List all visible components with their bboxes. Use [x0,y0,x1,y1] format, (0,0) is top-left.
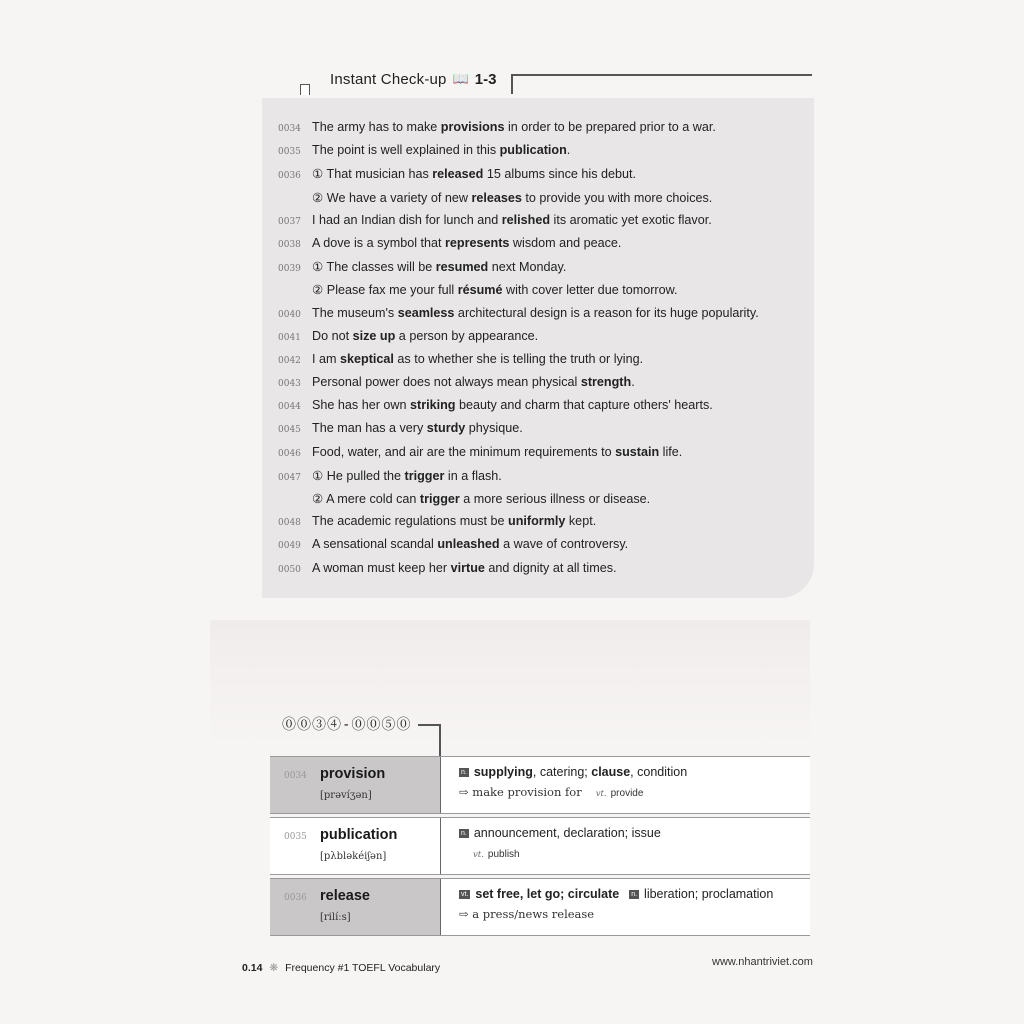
sentence-text: beauty and charm that capture others' hearts. [455,398,713,413]
sentence-text: ② We have a variety of new [312,190,472,205]
related-word: provide [610,788,644,799]
sentence-text: Personal power does not always mean physical [312,375,581,390]
vocab-definition-cell [440,757,810,813]
definition-line [459,887,810,901]
keyword: relished [501,212,551,227]
sentence-text: . [631,375,635,390]
page-number: 0.14 [242,962,263,974]
checkup-sentence-list [278,120,808,584]
sentence-text: a more serious illness or disease. [459,492,651,506]
usage-phrase: a press/news release [472,907,595,921]
entry-number: 0035 [284,832,307,842]
part-of-speech-badge: n. [461,830,467,838]
keyword: strength [580,375,632,390]
sentence-text: The museum's [312,305,398,320]
sentence-text: The army has to make [312,120,441,134]
keyword: resumed [435,260,489,275]
keyword: represents [445,235,510,250]
keyword: size up [352,328,396,343]
vocab-range-label: ⓪⓪③④-⓪⓪⑤⓪ [282,717,412,733]
checkup-row [278,166,808,189]
keyword: released [432,167,484,182]
sentence-text: its aromatic yet exotic flavor. [550,212,712,227]
vocab-headword-cell [270,818,440,874]
row-number: 0050 [278,564,301,575]
sentence-text: physique. [465,421,523,436]
checkup-number: 1-3 [474,70,497,88]
row-sentence [312,282,677,297]
headword: publication [320,827,398,843]
entry-number: 0036 [284,893,307,903]
related-usage-line [459,907,810,921]
row-sentence [312,561,617,575]
sentence-text: , catering; [532,765,592,779]
sentence-text: , condition [630,765,688,779]
sentence-text: a wave of controversy. [499,537,629,552]
checkup-row [278,120,808,143]
usage-phrase: make provision for [472,785,582,799]
row-sentence [312,166,636,181]
sentence-text: as to whether she is telling the truth or lying. [393,351,644,366]
sentence-text: A sensational scandal [312,537,438,552]
vocab-definition-cell [440,879,810,935]
related-usage-line [459,846,810,860]
sentence-text: ② Please fax me your full [312,283,458,298]
keyword: sustain [615,444,660,459]
row-number: 0046 [278,448,301,459]
page-footer [242,962,440,974]
sentence-text: life. [659,444,683,459]
sentence-text: kept. [565,514,597,529]
row-number: 0045 [278,425,301,436]
checkup-row [278,491,808,514]
checkup-row [278,514,808,537]
sentence-text: to provide you with more choices. [521,190,713,205]
row-number: 0039 [278,264,301,275]
headword: provision [320,766,386,782]
row-sentence [312,445,682,459]
keyword: provisions [440,120,505,134]
arrow-icon: ⇨ [459,785,473,799]
vocab-definition-cell [440,818,810,874]
sentence-text: ② A mere cold can [312,492,420,506]
checkup-row [278,352,808,375]
checkup-row [278,306,808,329]
verb-tag: vt. [473,850,484,860]
book-title: Frequency #1 TOEFL Vocabulary [285,962,441,974]
checkup-row [278,282,808,305]
row-sentence [312,352,643,366]
row-number: 0038 [278,239,301,250]
keyword: publication [499,143,567,158]
entry-number: 0034 [284,771,307,781]
row-sentence [312,306,759,320]
definition-line [459,765,810,779]
sentence-text: ① That musician has [312,167,433,182]
sentence-text: in order to be prepared prior to a war. [504,120,716,134]
sentence-text: The academic regulations must be [312,514,509,529]
keyword: virtue [450,560,485,575]
verb-tag: vt. [595,789,607,799]
instant-checkup-header [300,64,496,94]
row-sentence [312,236,621,250]
keyword: striking [410,398,456,413]
arrow-icon: ⇨ [459,907,473,921]
row-number: 0037 [278,216,301,227]
row-sentence [312,143,570,157]
definition-line [459,826,810,840]
row-number: 0043 [278,379,301,390]
sentence-text: She has her own [312,398,411,413]
sentence-text: I am [312,351,340,366]
sentence-text: architectural design is a reason for its huge popularity. [454,305,759,320]
row-sentence [312,398,713,412]
sentence-text: . [566,143,571,158]
checkup-row [278,236,808,259]
vocab-headword-cell [270,757,440,813]
keyword: seamless [397,305,455,320]
sentence-text: 15 albums since his debut. [483,167,637,182]
row-number: 0036 [278,171,301,182]
row-number: 0047 [278,472,301,483]
sentence-text: A dove is a symbol that [312,235,446,250]
row-sentence [312,514,596,528]
row-sentence [312,190,712,205]
part-of-speech-badge: n. [461,769,467,777]
checkup-row [278,561,808,584]
keyword: supplying [473,765,533,779]
sentence-text: Do not [312,328,353,343]
pronunciation: [prəvíʒən] [320,790,372,801]
row-number: 0034 [278,124,301,134]
range-rule-vertical [439,724,441,758]
vocab-table [270,756,810,939]
website-url: www.nhantriviet.com [712,956,813,968]
row-sentence [312,468,502,483]
keyword: trigger [404,468,445,483]
row-sentence [312,537,628,551]
row-number: 0042 [278,355,301,366]
row-number: 0040 [278,309,301,320]
tab-rule [512,74,812,76]
sentence-text: in a flash. [444,468,502,483]
vocab-entry [270,817,810,875]
keyword: releases [471,190,522,205]
pronunciation: [pλbləkéiʃən] [320,851,387,862]
checkup-row [278,259,808,282]
row-number: 0041 [278,332,301,343]
checkup-row [278,445,808,468]
related-usage-line [459,785,810,799]
vocab-headword-cell [270,879,440,935]
range-rule [418,724,440,726]
vocab-entry [270,878,810,936]
keyword: set free, let go; circulate [475,887,620,901]
row-sentence [312,421,523,435]
sentence-text: ① He pulled the [312,468,405,483]
instant-checkup-title: Instant Check-up [330,70,447,88]
sentence-text: The point is well explained in this [312,143,500,158]
checkup-row [278,468,808,491]
part-of-speech-badge: n. [631,891,638,899]
row-sentence [312,120,716,134]
star-icon: ❋ [269,962,279,974]
sentence-text: Food, water, and air are the minimum requirements to [312,444,616,459]
checkup-row [278,398,808,421]
sentence-text: a person by appearance. [395,328,539,343]
checkup-row [278,421,808,444]
row-number: 0048 [278,518,301,529]
headword: release [320,888,370,904]
keyword: résumé [457,283,503,298]
sentence-text: The man has a very [312,421,427,436]
keyword: sturdy [426,421,466,436]
row-number: 0049 [278,541,301,552]
sentence-text: next Monday. [488,260,567,275]
pronunciation: [rilíːs] [320,912,351,923]
row-sentence [312,213,712,227]
keyword: skeptical [340,351,394,366]
book-icon: 📖 [452,71,469,86]
sentence-text: and dignity at all times. [484,560,617,575]
sentence-text: announcement, declaration; issue [473,826,661,840]
keyword: clause [591,765,631,779]
related-word: publish [487,849,520,860]
sentence-text: I had an Indian dish for lunch and [312,212,502,227]
checkup-row [278,190,808,213]
checkup-row [278,537,808,560]
vocab-entry [270,756,810,814]
part-of-speech-badge: vt. [461,891,469,899]
row-sentence [312,375,635,389]
row-sentence [312,491,650,506]
sentence-text: wisdom and peace. [509,235,622,250]
row-sentence [312,329,538,343]
checkup-row [278,213,808,236]
sentence-text: with cover letter due tomorrow. [502,283,678,298]
sentence-text: A woman must keep her [312,560,451,575]
row-number: 0044 [278,402,301,413]
row-sentence [312,259,566,274]
keyword: unleashed [437,537,500,552]
definition-text: liberation; proclamation [644,887,774,901]
tab-rule-drop [511,74,513,94]
keyword: uniformly [508,514,566,529]
checkup-row [278,329,808,352]
checkup-row [278,375,808,398]
checkup-row [278,143,808,166]
sentence-text: ① The classes will be [312,260,436,275]
row-number: 0035 [278,147,301,158]
keyword: trigger [419,492,460,506]
